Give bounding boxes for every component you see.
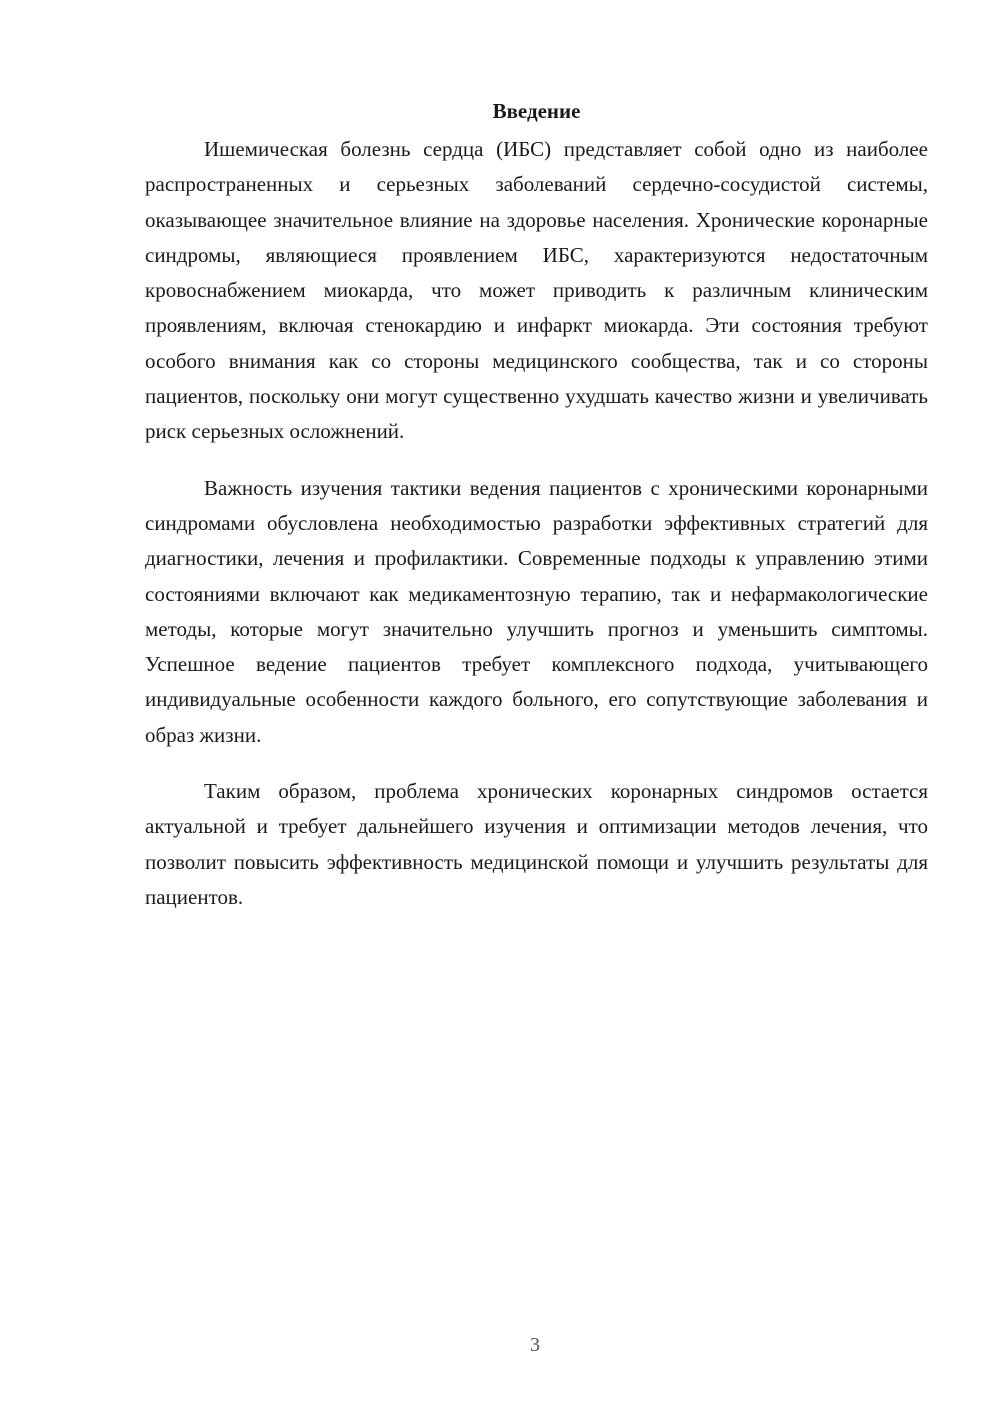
- document-content: [145, 96, 928, 936]
- paragraph-2: Важность изучения тактики ведения пациентов с хроническими коронарными синдромами обусловлена необходимостью разработки эффективных стратегий для диагностики, лечения и профилактики. Современные подходы к управлению этими состояниями включают как медикаментозную терапию, так и нефармакологические методы, которые могут значительно улучшить прогноз и уменьшить симптомы. Успешное ведение пациентов требует комплексного подхода, учитывающего индивидуальные особенности каждого больного, его сопутствующие заболевания и образ жизни.: [145, 475, 928, 747]
- paragraph-3: Таким образом, проблема хронических коронарных синдромов остается актуальной и требует дальнейшего изучения и оптимизации методов лечения, что позволит повысить эффективность медицинской помощи и улучшить результаты для пациентов.: [145, 779, 928, 909]
- section-title: Введение: [492, 99, 581, 123]
- paragraph-1: Ишемическая болезнь сердца (ИБС) представляет собой одно из наиболее распространенных и серьезных заболеваний сердечно-сосудистой системы, оказывающее значительное влияние на здоровье населения. Хронические коронарные синдромы, являющиеся проявлением ИБС, характеризуются недостаточным кровоснабжением миокарда, что может приводить к различным клиническим проявлениям, включая стенокардию и инфаркт миокарда. Эти состояния требуют особого внимания как со стороны медицинского сообщества, так и со стороны пациентов, поскольку они могут существенно ухудшать качество жизни и увеличивать риск серьезных осложнений.: [145, 137, 928, 444]
- page-number: 3: [530, 1334, 540, 1356]
